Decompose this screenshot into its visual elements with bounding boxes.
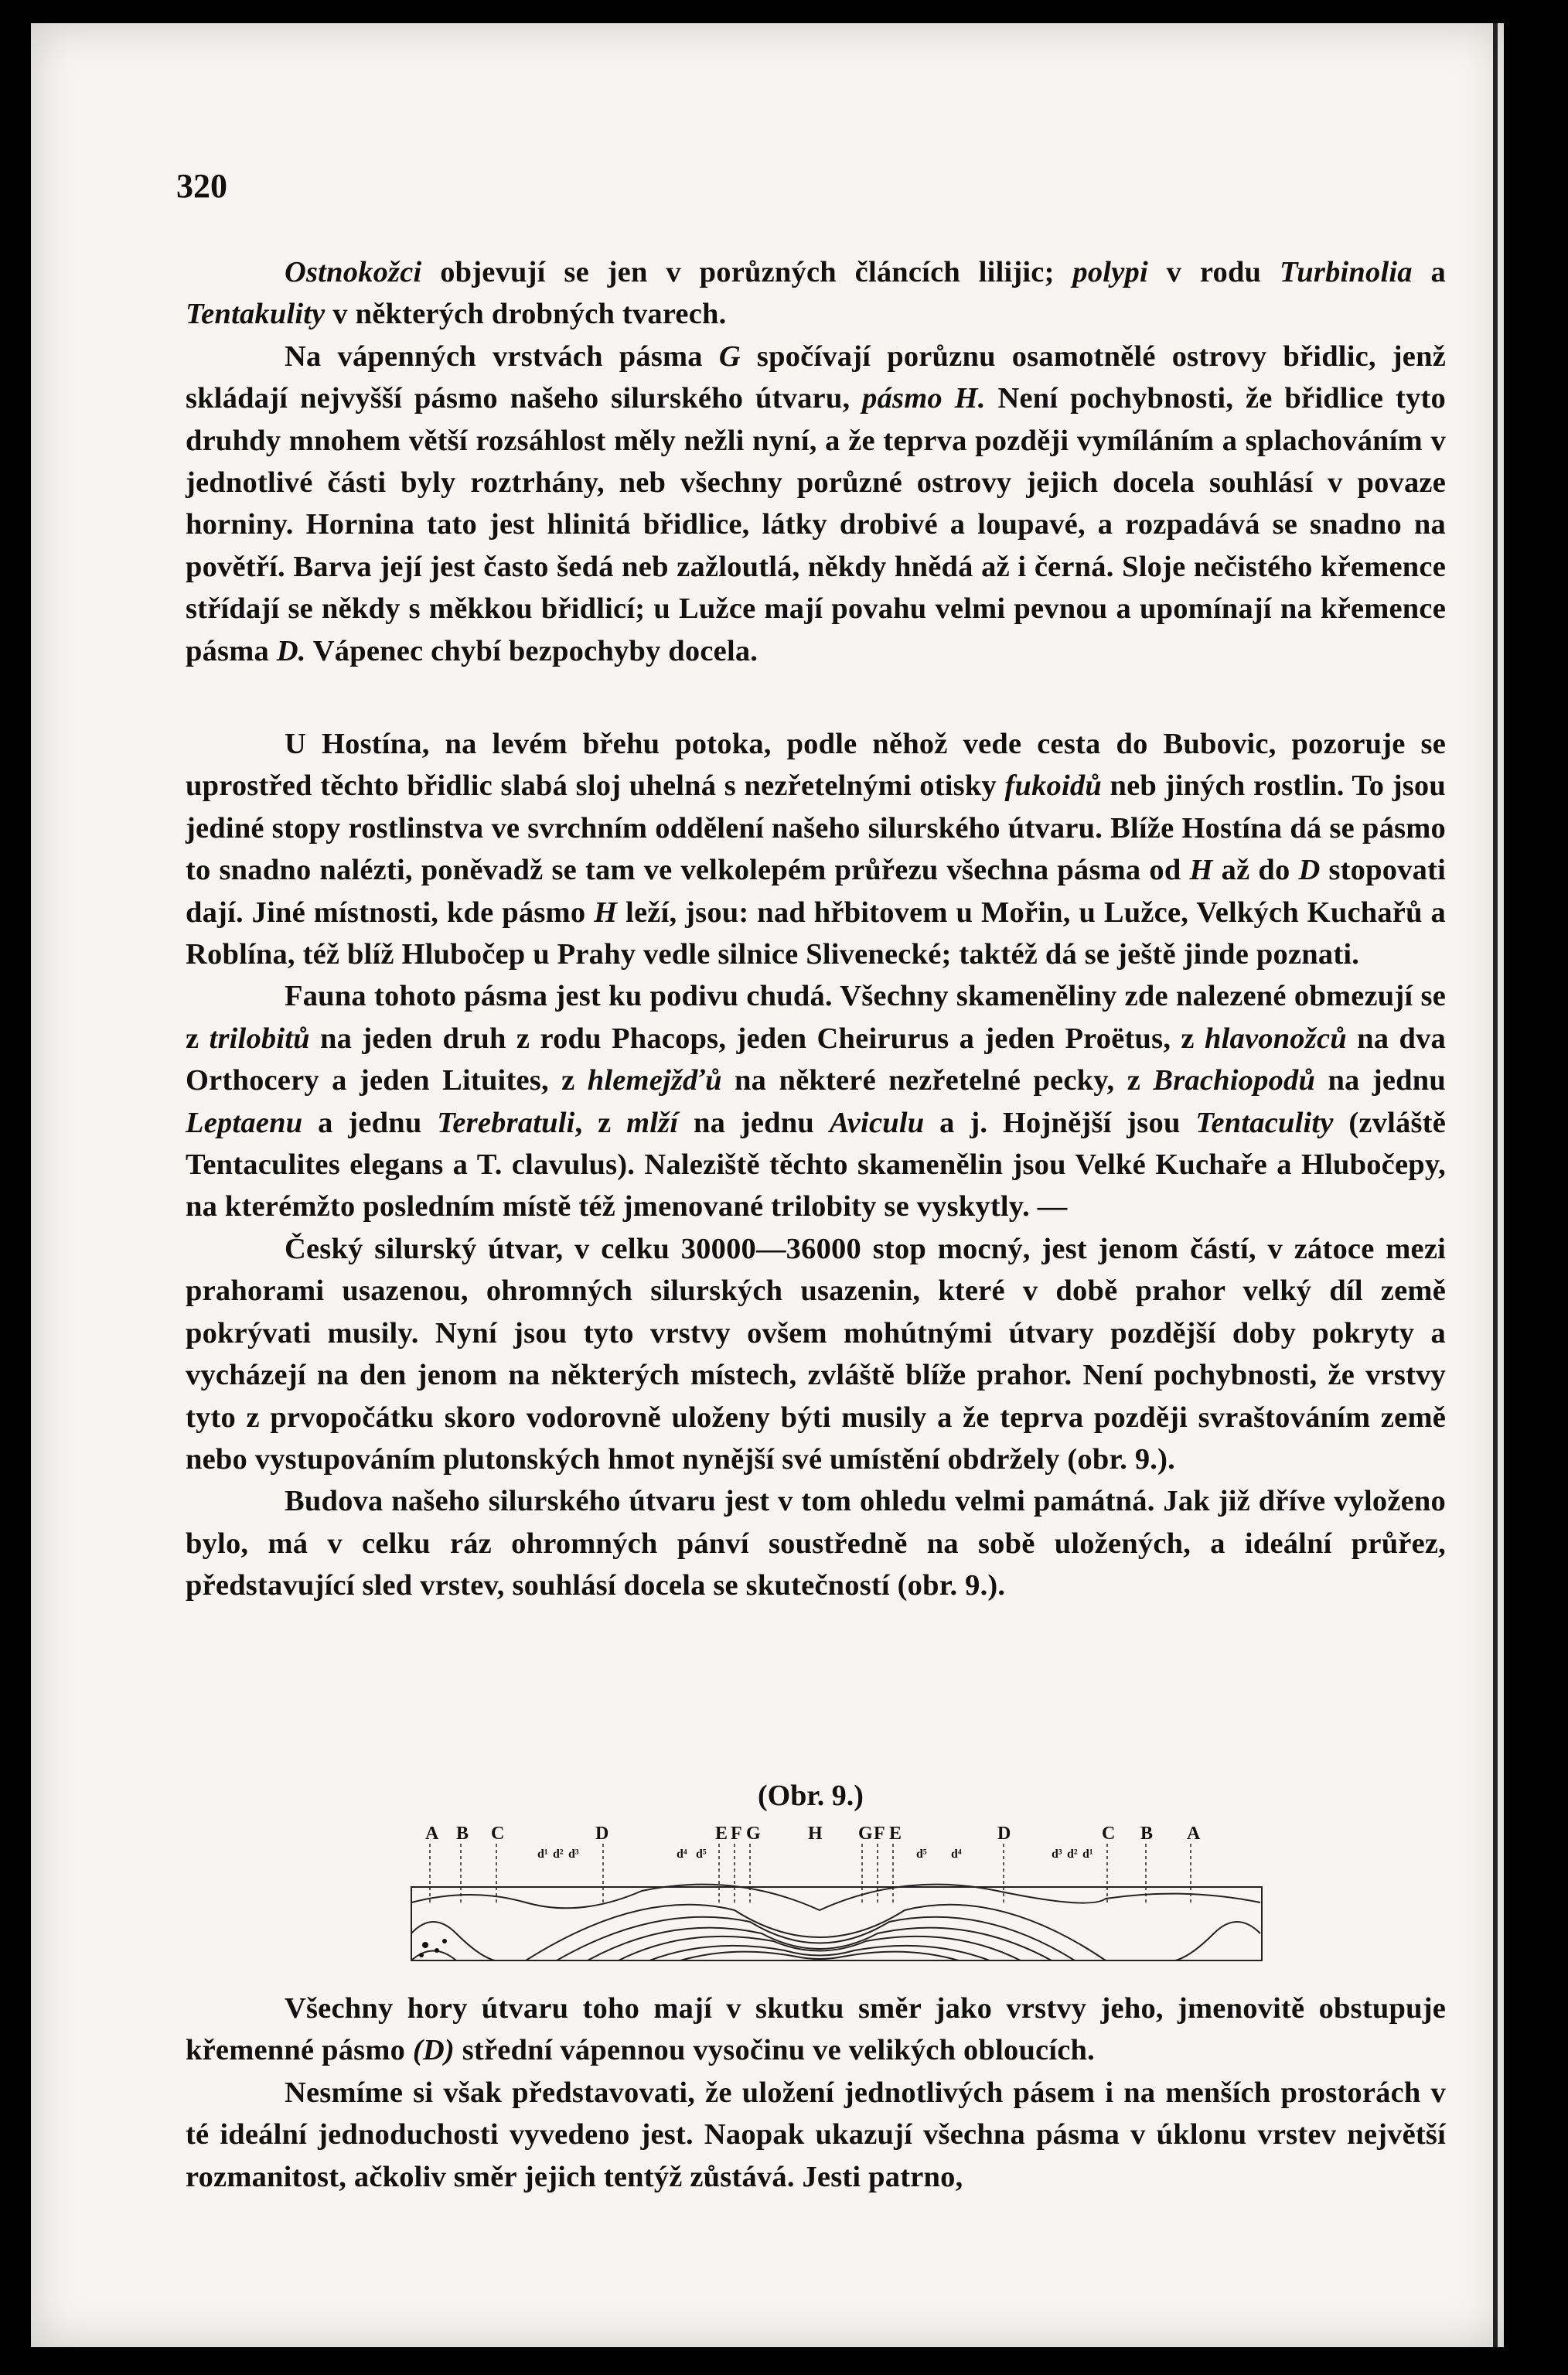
term: Tentakulity	[186, 298, 326, 331]
page-number: 320	[176, 167, 227, 205]
term: Aviculu	[829, 1106, 925, 1139]
text: v rodu	[1147, 256, 1280, 288]
text: na některé nezřetelné pecky, z	[721, 1064, 1154, 1097]
text: střední vápennou vysočinu ve velikých obloucích.	[454, 2034, 1095, 2067]
paragraph-hostin	[186, 723, 1446, 1607]
text: (zvláště Tentaculites elegans a T. clavulus). Naleziště těchto skamenělin jsou Velké Kuchaře a Hlubočepy, na kterémžto posledním místě též jmenované trilobity se vyskytly. —	[186, 1106, 1446, 1223]
term: pásmo H.	[862, 382, 986, 415]
label-h: H	[808, 1824, 823, 1844]
label-f-right: F	[874, 1824, 885, 1844]
label-c-right: C	[1102, 1824, 1116, 1844]
term: polypi	[1072, 256, 1148, 288]
text: na jednu	[678, 1106, 830, 1139]
sublabel: d¹	[1082, 1848, 1093, 1861]
term: Leptaenu	[186, 1106, 303, 1139]
term: hlavonožců	[1205, 1022, 1347, 1055]
label-d-right: D	[997, 1824, 1011, 1844]
text: Fauna tohoto pásma jest ku podivu chudá. Všechny skameněliny zde nalezené obmezují se z	[186, 980, 1446, 1055]
cross-section-diagram	[410, 1817, 1283, 1964]
sublabel: d²	[553, 1848, 564, 1861]
text: neb jiných rostlin. To jsou jediné stopy rostlinstva ve svrchním oddělení našeho silurského útvaru. Blíže Hostína dá se pásmo to snadno nalézti, poněvadž se tam ve velkolepém průřezu všechna pásma od	[186, 769, 1446, 887]
sublabel: d⁵	[916, 1848, 927, 1861]
text: Vápenec chybí bezpochyby docela.	[305, 634, 758, 667]
term: Turbinolia	[1279, 256, 1413, 288]
text: spočívají porůznu osamotnělé ostrovy břidlic, jenž skládají nejvyšší pásmo našeho silurského útvaru,	[186, 340, 1446, 415]
sublabel: d³	[568, 1848, 579, 1861]
term: H	[1189, 854, 1213, 887]
term: Ostnokožci	[285, 256, 422, 288]
text: až do	[1212, 854, 1299, 887]
paragraph-echinoderms	[186, 251, 1446, 672]
term: trilobitů	[209, 1022, 310, 1055]
sublabel: d⁵	[696, 1848, 707, 1861]
term: D	[1298, 854, 1321, 887]
label-d-left: D	[595, 1824, 609, 1844]
text: U Hostína, na levém břehu potoka, podle něhož vede cesta do Bubovic, pozoruje se uprostřed těchto břidlic slabá sloj uhelná s nezřetelnými otisky	[186, 728, 1446, 803]
text: na dva Orthocery a jeden Lituites, z	[186, 1022, 1446, 1097]
text: stopovati dají. Jiné místnosti, kde pásmo	[186, 854, 1447, 929]
sublabel: d¹	[537, 1848, 548, 1861]
paragraph-mountains	[186, 1988, 1446, 2198]
paragraph-silurian: Český silurský útvar, v celku 30000—36000 stop mocný, jest jenom částí, v zátoce mezi prahorami usazenou, ohromných silurských usazenin, které v době prahor velký díl země pokrývati musily. Nyní jsou tyto vrstvy ovšem mohútnými útvary pozdější doby pokryty a vycházejí na den jenom na některých místech, zvláště blíže prahor. Není pochybnosti, že vrstvy tyto z prvopočátku skoro vodorovně uloženy býti musily a že teprva později svraštováním země nebo vystupováním plutonských hmot nynější své umístění obdržely (obr. 9.).	[186, 1232, 1446, 1476]
term: hlemejžďů	[587, 1064, 722, 1097]
text: v některých drobných tvarech.	[325, 298, 727, 331]
label-b-left: B	[456, 1824, 469, 1844]
term: mlží	[626, 1106, 679, 1139]
text: , z	[574, 1106, 627, 1139]
sublabel: d³	[1052, 1848, 1062, 1861]
label-g-right: G	[858, 1824, 873, 1844]
label-c-left: C	[491, 1824, 505, 1844]
geological-cross-section-figure	[410, 1817, 1283, 1964]
label-e-left: E	[715, 1824, 728, 1844]
term: fukoidů	[1004, 769, 1102, 803]
sublabel: d⁴	[951, 1848, 962, 1861]
term: G	[718, 340, 741, 373]
figure-caption: (Obr. 9.)	[758, 1780, 864, 1812]
term: H	[594, 896, 618, 929]
label-a-left: A	[425, 1824, 439, 1844]
page-edge-line	[1493, 23, 1498, 2347]
text: Všechny hory útvaru toho mají v skutku směr jako vrstvy jeho, jmenovitě obstupuje křemenné pásmo	[186, 1992, 1446, 2067]
sublabel: d²	[1067, 1848, 1078, 1861]
text: na jednu	[1315, 1064, 1446, 1097]
text: Není pochybnosti, že břidlice tyto druhdy mnohem větší rozsáhlost měly nežli nyní, a že teprva později vymíláním a splachováním v jednotlivé části byly roztrhány, neb všechny porůzné ostrovy jejich docela souhlásí v povaze horniny. Hornina tato jest hlinitá břidlice, látky drobivé a loupavé, a rozpadává se snadno na povětří. Barva její jest často šedá neb zažloutlá, někdy hnědá až i černá. Sloje nečistého křemence střídají se někdy s měkkou břidlicí; u Lužce mají povahu velmi pevnou a upomínají na křemence pásma	[186, 382, 1446, 667]
label-f-left: F	[731, 1824, 742, 1844]
label-a-right: A	[1187, 1824, 1201, 1844]
text: na jeden druh z rodu Phacops, jeden Cheirurus a jeden Proëtus, z	[309, 1022, 1205, 1055]
term: Tentaculity	[1195, 1106, 1334, 1139]
label-b-right: B	[1140, 1824, 1154, 1844]
book-page	[31, 23, 1504, 2347]
term: (D)	[412, 2034, 455, 2067]
text: a jednu	[302, 1106, 438, 1139]
term: Brachiopodů	[1153, 1064, 1316, 1097]
text: Na vápenných vrstvách pásma	[285, 340, 719, 373]
paragraph-structure: Budova našeho silurského útvaru jest v tom ohledu velmi památná. Jak již dříve vyloženo bylo, má v celku ráz ohromných pánví soustředně na sobě uložených, a ideální průřez, představující sled vrstev, souhlásí docela se skutečností (obr. 9.).	[186, 1485, 1446, 1602]
paragraph-variation: Nesmíme si však představovati, že uložení jednotlivých pásem i na menších prostorách v té ideální jednoduchosti vyvedeno jest. Naopak ukazují všechna pásma v úklonu vrstev největší rozmanitost, ačkoliv směr jejich tentýž zůstává. Jesti patrno,	[186, 2076, 1446, 2193]
label-g-left: G	[746, 1824, 761, 1844]
term: Terebratuli	[437, 1106, 575, 1139]
text: a	[1412, 256, 1446, 288]
sublabel: d⁴	[677, 1848, 687, 1861]
text: a j. Hojnější jsou	[924, 1106, 1196, 1139]
text: leží, jsou: nad hřbitovem u Mořin, u Lužce, Velkých Kuchařů a Roblína, též blíž Hlubočep u Prahy vedle silnice Slivenecké; taktéž dá se ještě jinde poznati.	[186, 896, 1446, 971]
label-e-right: E	[889, 1824, 902, 1844]
term: D.	[276, 634, 306, 667]
text: objevují se jen v porůzných článcích lilijic;	[421, 256, 1073, 288]
